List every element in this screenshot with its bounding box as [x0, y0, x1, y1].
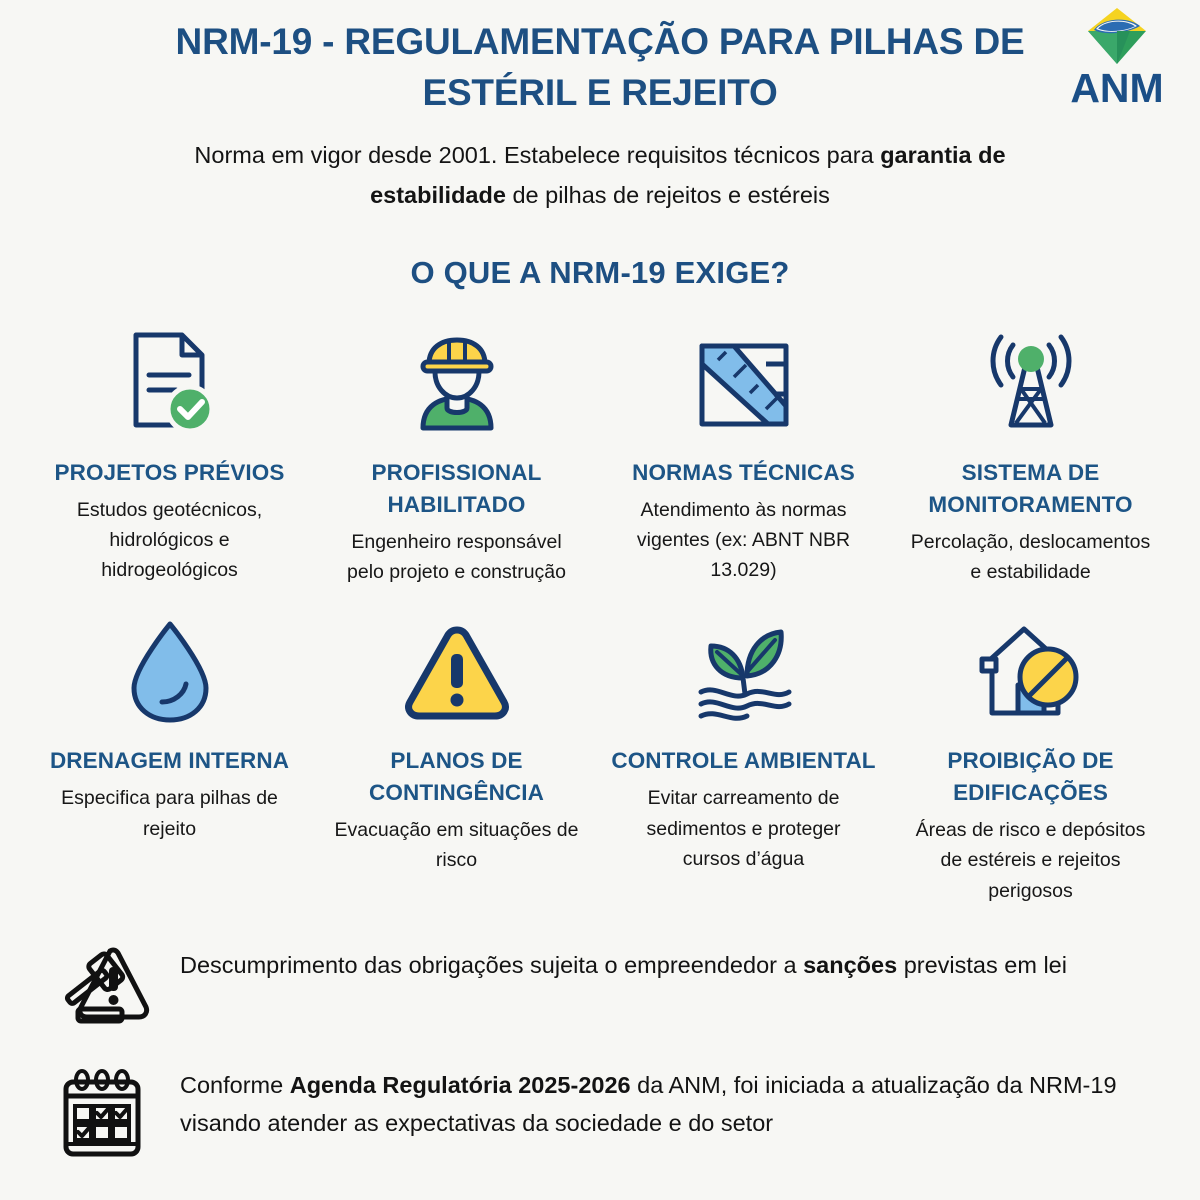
- card-desc: Evitar carreamento de sedimentos e proteger cursos d’água: [646, 787, 841, 870]
- water-drop-icon: [105, 613, 235, 731]
- anm-logo-text: ANM: [1070, 65, 1164, 111]
- gavel-warning-icon: [46, 936, 158, 1040]
- note-bold: sanções: [803, 951, 898, 978]
- card-title: PROFISSIONAL HABILITADO: [371, 460, 542, 517]
- card-drenagem-interna: [26, 613, 313, 906]
- card-title: PROIBIÇÃO DE EDIFICAÇÕES: [947, 748, 1114, 806]
- card-desc: Atendimento às normas vigentes (ex: ABNT NBR 13.029): [636, 498, 851, 582]
- card-profissional-habilitado: [313, 325, 600, 587]
- note-text: [180, 1062, 1154, 1142]
- card-controle-ambiental: [600, 613, 887, 906]
- antenna-tower-icon: [966, 325, 1096, 443]
- note-bold: Agenda Regulatória 2025-2026: [289, 1071, 631, 1098]
- document-check-icon: [105, 325, 235, 443]
- subtitle-text-2: de pilhas de rejeitos e estéreis: [505, 181, 830, 208]
- card-proibicao-edificacoes: [887, 613, 1174, 906]
- requirements-grid: [0, 325, 1200, 906]
- leaves-water-icon: [679, 613, 809, 731]
- note-sanctions: [46, 936, 1154, 1040]
- note-agenda: [46, 1062, 1154, 1166]
- note-text-2: da ANM, foi iniciada a atualização da NRM-19 visando atender as expectativas da sociedade e do setor: [180, 1071, 1117, 1136]
- card-desc: Percolação, deslocamentos e estabilidade: [910, 530, 1151, 584]
- card-normas-tecnicas: [600, 325, 887, 587]
- no-buildings-icon: [966, 613, 1096, 731]
- card-title: PROJETOS PRÉVIOS: [54, 460, 285, 486]
- anm-logo: [1056, 6, 1178, 122]
- note-text-1: Conforme: [180, 1071, 290, 1098]
- card-title: NORMAS TÉCNICAS: [632, 460, 855, 486]
- worker-helmet-icon: [392, 325, 522, 443]
- card-desc: Evacuação em situações de risco: [334, 819, 579, 872]
- calendar-check-icon: [46, 1062, 158, 1166]
- section-heading: O QUE A NRM-19 EXIGE?: [410, 255, 790, 291]
- subtitle-bold: garantia de estabilidade: [370, 142, 1006, 208]
- card-title: SISTEMA DE MONITORAMENTO: [928, 460, 1133, 517]
- card-planos-contingencia: [313, 613, 600, 906]
- set-square-ruler-icon: [679, 325, 809, 443]
- card-title: PLANOS DE CONTINGÊNCIA: [369, 748, 544, 806]
- note-text-2: previstas em lei: [897, 951, 1067, 978]
- header: [0, 0, 1200, 291]
- note-text-1: Descumprimento das obrigações sujeita o empreendedor a: [180, 951, 804, 978]
- card-projetos-previos: [26, 325, 313, 587]
- note-text: [180, 936, 1067, 984]
- footer-notes: [0, 936, 1200, 1166]
- card-desc: Estudos geotécnicos, hidrológicos e hidrogeológicos: [76, 498, 263, 582]
- page-title: NRM-19 - REGULAMENTAÇÃO PARA PILHAS DE ESTÉRIL E REJEITO: [175, 21, 1025, 114]
- subtitle-text-1: Norma em vigor desde 2001. Estabelece requisitos técnicos para: [194, 142, 881, 169]
- card-desc: Especifica para pilhas de rejeito: [61, 787, 278, 840]
- subtitle: [150, 136, 1050, 215]
- anm-diamond-logo-icon: [1084, 6, 1150, 66]
- card-sistema-monitoramento: [887, 325, 1174, 587]
- card-desc: Engenheiro responsável pelo projeto e construção: [347, 530, 566, 584]
- card-desc: Áreas de risco e depósitos de estéreis e rejeitos perigosos: [915, 819, 1146, 902]
- card-title: DRENAGEM INTERNA: [49, 748, 290, 774]
- card-title: CONTROLE AMBIENTAL: [611, 748, 876, 774]
- warning-triangle-icon: [392, 613, 522, 731]
